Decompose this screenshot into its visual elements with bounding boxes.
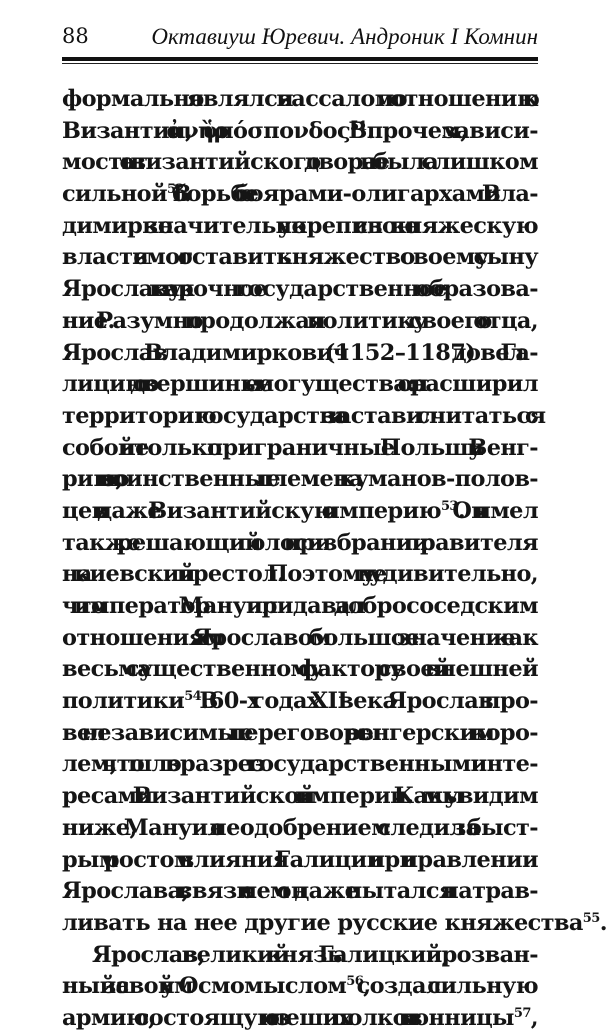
text-line: ниже, Мануил с неодобрением следил за быст- bbox=[62, 814, 538, 841]
text-line: сильной$^{52}$. В борьбе с боярами-олигархами Вла- bbox=[62, 181, 538, 208]
text-line: ресами Византийской империи. Как мы увидим bbox=[62, 783, 538, 810]
text-line: что император Мануил придавал добрососедским bbox=[62, 593, 538, 619]
text-line: лицию до вершины ее могущества: он расширил bbox=[62, 371, 538, 398]
text-line: Ярослав Владимиркович (1152–1187) довел Га- bbox=[62, 339, 538, 366]
text-line: лем, что шло вразрез с государственными инте- bbox=[62, 751, 538, 778]
running-title: Октавиуш Юревич. Андроник I Комнин bbox=[151, 24, 538, 49]
text-line: рым ростом влияния Галиции при правлении bbox=[62, 846, 538, 873]
footnote-ref: 55 bbox=[582, 910, 600, 926]
text-line: ливать на нее другие русские княжества$^{55}$. bbox=[62, 909, 607, 936]
text-line: на киевский престол. Поэтому не удивительно, bbox=[62, 561, 538, 588]
header-rule-thick bbox=[62, 57, 538, 61]
footnote-ref: 57 bbox=[513, 1005, 531, 1021]
text-line: армию, состоящую из пеших полков и конницы$^{57}$, bbox=[62, 1004, 538, 1031]
paragraph-start-line: Ярослав, великий князь Галицкий, прозван- bbox=[92, 941, 538, 968]
text-line: димирко значительно укрепил свою княжескую bbox=[62, 212, 538, 239]
footnote-ref: 51 bbox=[350, 118, 367, 134]
text-line: ние. Разумно продолжая политику своего отца, bbox=[62, 307, 538, 334]
footnote-ref: 53 bbox=[440, 498, 458, 514]
text-line: Ярослава, в связи с чем он даже пытался натрав- bbox=[62, 878, 538, 905]
footnote-ref: 56 bbox=[346, 974, 364, 990]
text-line: ный за свой ум Осмомыслом$^{56}$, создал сильную bbox=[62, 973, 538, 1000]
footnote-ref: 54 bbox=[184, 689, 202, 705]
text-line: Ярославу как прочное государственное образова- bbox=[62, 276, 538, 303]
text-line: власть и смог оставить княжество своему сыну bbox=[62, 244, 538, 271]
text-line: весьма существенному фактору своей внешней bbox=[62, 656, 538, 683]
header-rule-thin bbox=[62, 63, 538, 64]
text-line: формально являлся вассалом по отношению к bbox=[62, 86, 538, 112]
footnote-ref: 52 bbox=[166, 182, 184, 198]
text-line: территорию государства и заставил считаться с bbox=[62, 402, 538, 429]
text-line: собой не только приграничные Польшу и Венг- bbox=[62, 434, 538, 461]
text-line: цев и даже Византийскую империю$^{53}$. Он имел bbox=[62, 497, 539, 524]
text-line: Византии, ἀνὴρ ὑπόσπονδος$^{51}$. Впрочем, зависи- bbox=[62, 117, 538, 144]
text-line: рию, но и воинственные племена куманов-полов- bbox=[62, 466, 538, 493]
page-header bbox=[62, 24, 538, 52]
text-line: вел независимые переговоры с венгерским коро- bbox=[62, 719, 538, 746]
text-line: мость от византийского двора не была слишком bbox=[62, 149, 538, 176]
page-number: 88 bbox=[62, 24, 89, 48]
text-line: отношениям с Ярославом большое значение как bbox=[62, 624, 538, 651]
text-line: политики$^{54}$. В 60-х годах XII века Ярослав про- bbox=[62, 688, 538, 715]
body-text bbox=[62, 84, 607, 1035]
text-line: также решающий голос при избрании правителя bbox=[62, 529, 538, 556]
